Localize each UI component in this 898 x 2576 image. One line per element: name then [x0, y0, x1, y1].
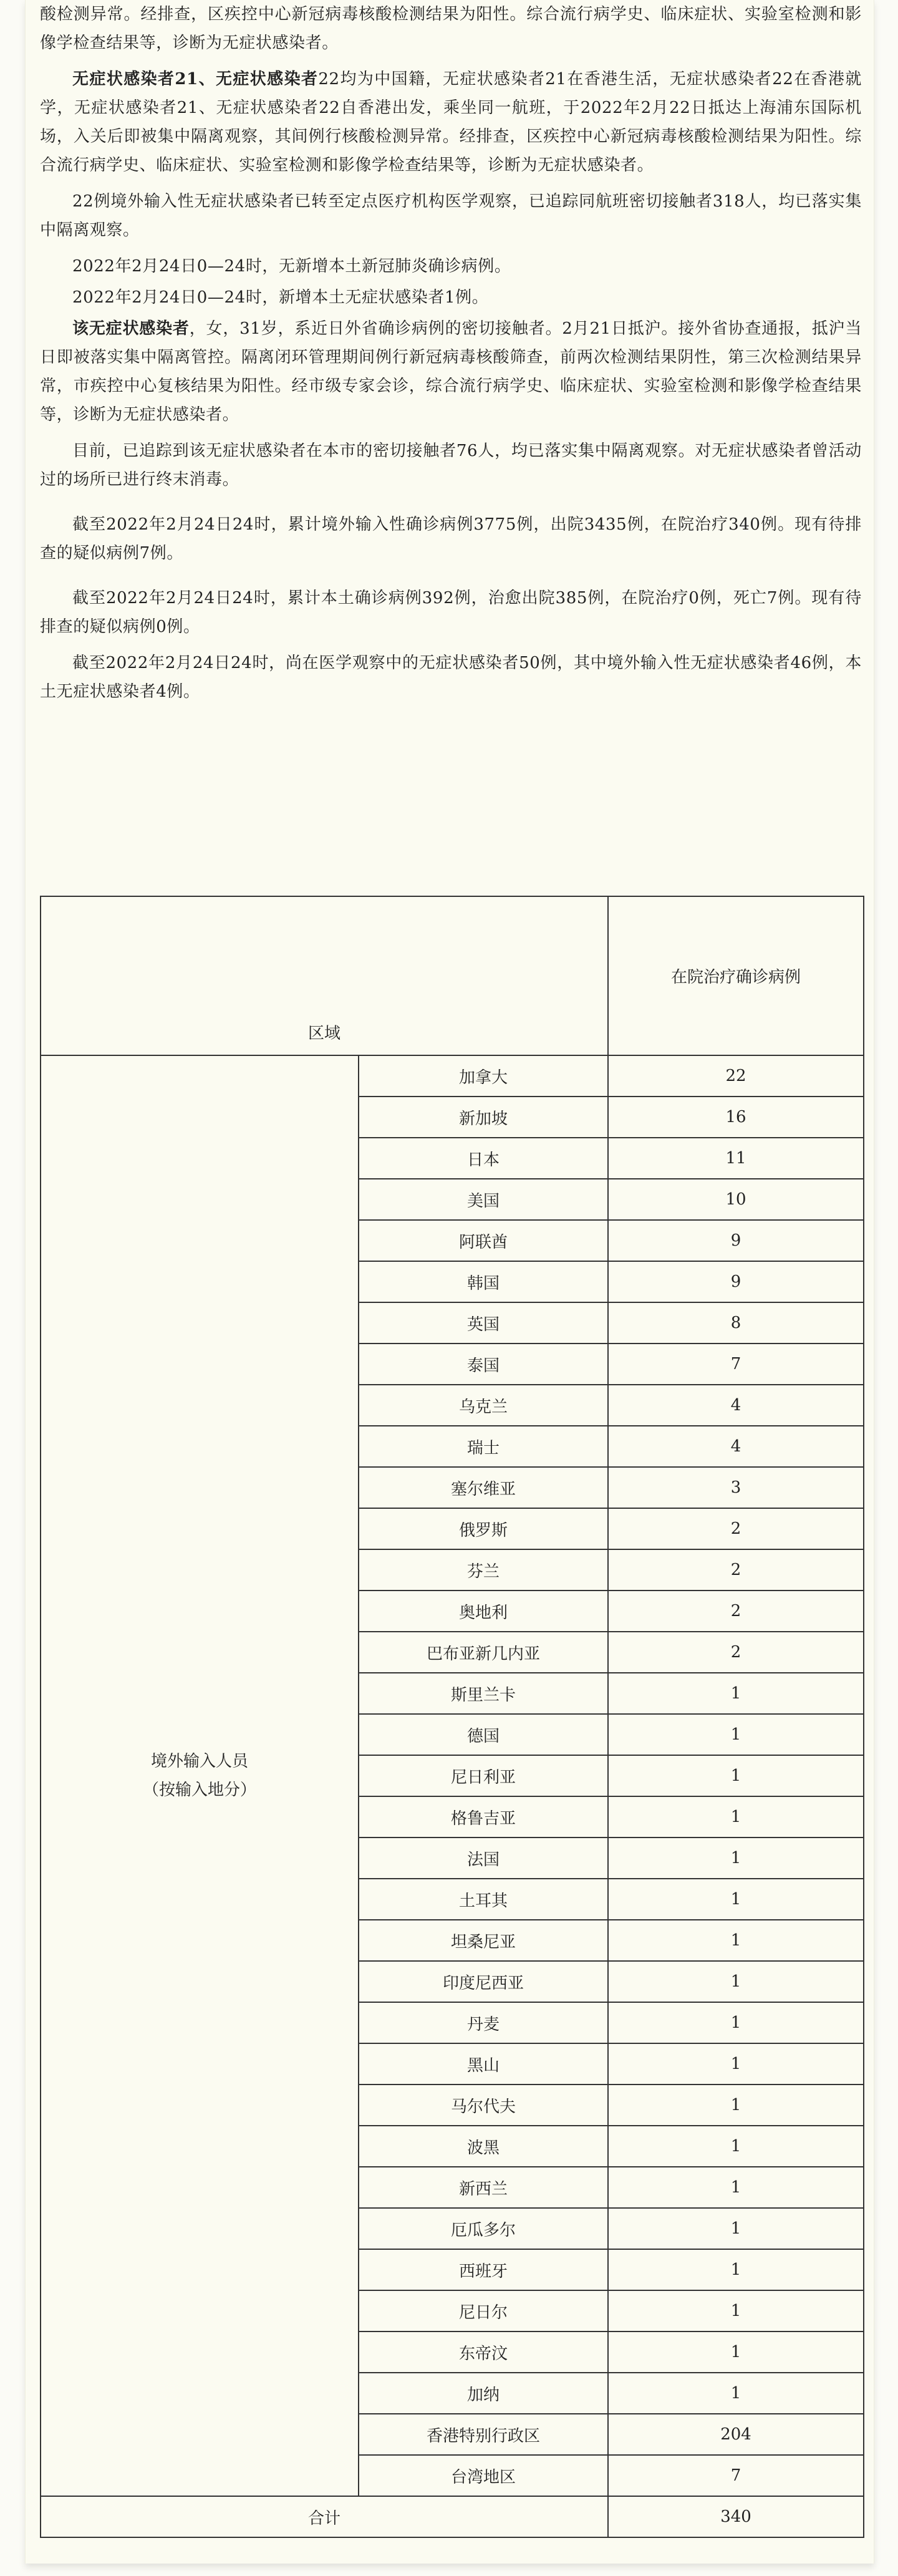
place-cell: 俄罗斯 [359, 1508, 608, 1549]
count-cell: 1 [608, 2043, 864, 2085]
count-cell: 1 [608, 1673, 864, 1714]
place-cell: 乌克兰 [359, 1385, 608, 1426]
place-cell: 韩国 [359, 1261, 608, 1302]
place-cell: 法国 [359, 1838, 608, 1879]
table-header-row [41, 896, 864, 1055]
count-cell: 1 [608, 1920, 864, 1961]
paragraph: 该无症状感染者，女，31岁，系近日外省确诊病例的密切接触者。2月21日抵沪。接外省协查通报，抵沪当日即被落实集中隔离管控。隔离闭环管理期间例行新冠病毒核酸筛查，前两次检测结果阴性，第三次检测结果异常，市疾控中心复核结果为阳性。经市级专家会诊，综合流行病学史、临床症状、实验室检测和影像学检查结果等，诊断为无症状感染者。 [40, 319, 862, 424]
total-label: 合计 [41, 2496, 608, 2537]
header-region: 区域 [41, 896, 608, 1055]
count-cell: 3 [608, 1467, 864, 1508]
count-cell: 22 [608, 1055, 864, 1097]
count-cell: 4 [608, 1385, 864, 1426]
count-cell: 1 [608, 2002, 864, 2043]
count-cell: 2 [608, 1632, 864, 1673]
count-cell: 1 [608, 1961, 864, 2002]
place-cell: 芬兰 [359, 1549, 608, 1591]
place-cell: 德国 [359, 1714, 608, 1755]
place-cell: 奥地利 [359, 1591, 608, 1632]
count-cell: 4 [608, 1426, 864, 1467]
article-body [40, 0, 862, 714]
paragraph: 目前，已追踪到该无症状感染者在本市的密切接触者76人，均已落实集中隔离观察。对无症状感染者曾活动过的场所已进行终末消毒。 [40, 442, 862, 489]
bold-lead: 该无症状感染者 [72, 319, 190, 338]
count-cell: 9 [608, 1220, 864, 1261]
place-cell: 巴布亚新几内亚 [359, 1632, 608, 1673]
count-cell: 1 [608, 1796, 864, 1838]
count-cell: 7 [608, 1344, 864, 1385]
count-cell: 1 [608, 2373, 864, 2414]
place-cell: 加纳 [359, 2373, 608, 2414]
place-cell: 马尔代夫 [359, 2085, 608, 2126]
hospitalized-cases-table [40, 896, 864, 2538]
place-cell: 黑山 [359, 2043, 608, 2085]
total-row [41, 2496, 864, 2537]
place-cell: 格鲁吉亚 [359, 1796, 608, 1838]
paragraph: 截至2022年2月24日24时，累计本土确诊病例392例，治愈出院385例，在院治疗0例，死亡7例。现有待排查的疑似病例0例。 [40, 589, 862, 636]
place-cell: 美国 [359, 1179, 608, 1220]
group-label-line2: （按输入地分） [142, 1781, 256, 1799]
paragraph: 无症状感染者21、无症状感染者22均为中国籍，无症状感染者21在香港生活，无症状感染者22在香港就学，无症状感染者21、无症状感染者22自香港出发，乘坐同一航班，于2022年2月22日抵达上海浦东国际机场，入关后即被集中隔离观察，其间例行核酸检测异常。经排查，区疾控中心新冠病毒核酸检测结果为阳性。综合流行病学史、临床症状、实验室检测和影像学检查结果等，诊断为无症状感染者。 [40, 70, 862, 175]
place-cell: 新加坡 [359, 1097, 608, 1138]
place-cell: 台湾地区 [359, 2455, 608, 2496]
count-cell: 1 [608, 1714, 864, 1755]
place-cell: 日本 [359, 1138, 608, 1179]
count-cell: 1 [608, 1838, 864, 1879]
count-cell: 16 [608, 1097, 864, 1138]
count-cell: 1 [608, 2331, 864, 2373]
paragraph: 截至2022年2月24日24时，尚在医学观察中的无症状感染者50例，其中境外输入性无症状感染者46例，本土无症状感染者4例。 [40, 654, 862, 701]
place-cell: 坦桑尼亚 [359, 1920, 608, 1961]
paragraph: 酸检测异常。经排查，区疾控中心新冠病毒核酸检测结果为阳性。综合流行病学史、临床症状、实验室检测和影像学检查结果等，诊断为无症状感染者。 [40, 5, 862, 52]
paragraph: 截至2022年2月24日24时，累计境外输入性确诊病例3775例，出院3435例，在院治疗340例。现有待排查的疑似病例7例。 [40, 515, 862, 563]
count-cell: 1 [608, 1879, 864, 1920]
place-cell: 西班牙 [359, 2249, 608, 2290]
paragraph: 2022年2月24日0—24时，新增本土无症状感染者1例。 [72, 288, 489, 307]
place-cell: 英国 [359, 1302, 608, 1344]
place-cell: 塞尔维亚 [359, 1467, 608, 1508]
count-cell: 2 [608, 1549, 864, 1591]
count-cell: 8 [608, 1302, 864, 1344]
count-cell: 1 [608, 2167, 864, 2208]
paragraph: 2022年2月24日0—24时，无新增本土新冠肺炎确诊病例。 [72, 257, 511, 276]
place-cell: 加拿大 [359, 1055, 608, 1097]
count-cell: 1 [608, 2085, 864, 2126]
place-cell: 斯里兰卡 [359, 1673, 608, 1714]
bold-lead: 无症状感染者21、无症状感染者 [72, 70, 319, 89]
place-cell: 尼日利亚 [359, 1755, 608, 1796]
count-cell: 2 [608, 1508, 864, 1549]
paragraph: 22例境外输入性无症状感染者已转至定点医疗机构医学观察，已追踪同航班密切接触者318人，均已落实集中隔离观察。 [40, 192, 862, 240]
place-cell: 新西兰 [359, 2167, 608, 2208]
place-cell: 瑞士 [359, 1426, 608, 1467]
place-cell: 东帝汶 [359, 2331, 608, 2373]
place-cell: 土耳其 [359, 1879, 608, 1920]
group-label-cell [41, 1055, 359, 2496]
count-cell: 1 [608, 2208, 864, 2249]
count-cell: 1 [608, 2290, 864, 2331]
count-cell: 10 [608, 1179, 864, 1220]
header-value: 在院治疗确诊病例 [608, 896, 864, 1055]
total-value: 340 [608, 2496, 864, 2537]
place-cell: 阿联酋 [359, 1220, 608, 1261]
place-cell: 丹麦 [359, 2002, 608, 2043]
count-cell: 11 [608, 1138, 864, 1179]
place-cell: 印度尼西亚 [359, 1961, 608, 2002]
place-cell: 尼日尔 [359, 2290, 608, 2331]
count-cell: 9 [608, 1261, 864, 1302]
table-row [41, 1055, 864, 1097]
count-cell: 204 [608, 2414, 864, 2455]
group-label-line1: 境外输入人员 [150, 1752, 248, 1771]
count-cell: 1 [608, 2249, 864, 2290]
place-cell: 波黑 [359, 2126, 608, 2167]
count-cell: 7 [608, 2455, 864, 2496]
count-cell: 2 [608, 1591, 864, 1632]
place-cell: 厄瓜多尔 [359, 2208, 608, 2249]
place-cell: 香港特别行政区 [359, 2414, 608, 2455]
count-cell: 1 [608, 1755, 864, 1796]
count-cell: 1 [608, 2126, 864, 2167]
place-cell: 泰国 [359, 1344, 608, 1385]
